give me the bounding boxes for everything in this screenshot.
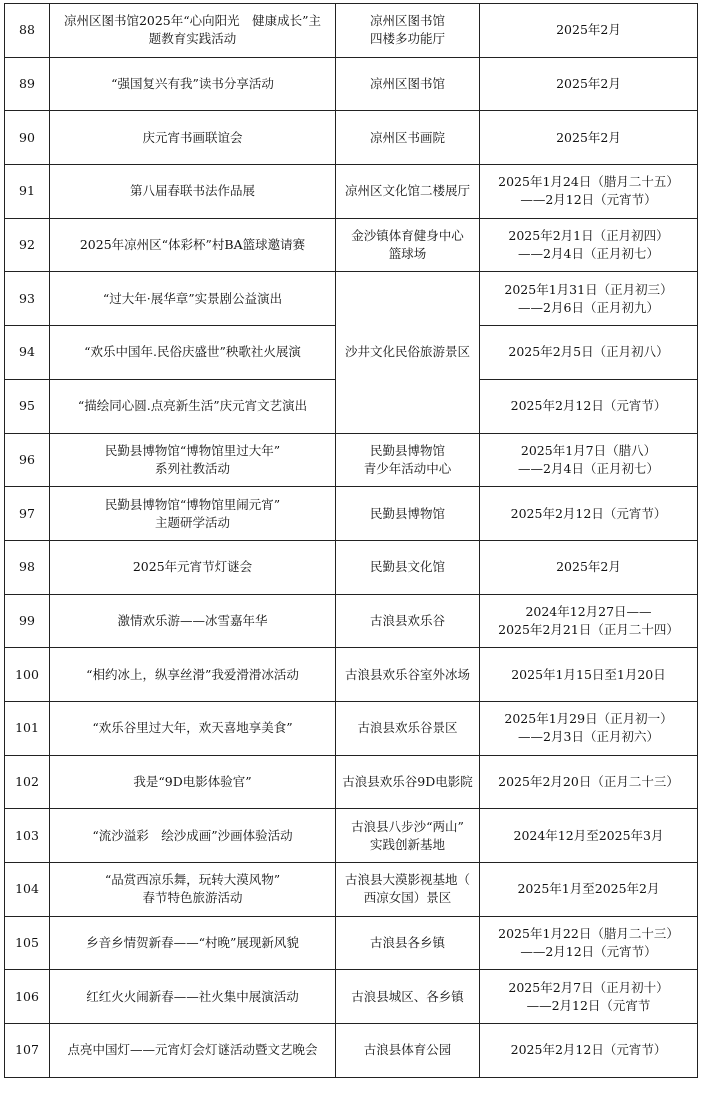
table-row [5,594,698,648]
row-number: 107 [5,1024,50,1078]
venue-line: 古浪县欢乐谷景区 [357,720,458,736]
table-row [5,970,698,1024]
table-row [5,540,698,594]
event-time [480,970,698,1024]
venue [336,433,480,487]
activity-name [50,540,336,594]
activity-name [50,433,336,487]
activity-name-line: 凉州区图书馆2025年“心向阳光 健康成长”主 [63,13,322,29]
row-number: 95 [5,379,50,433]
activity-name [50,594,336,648]
event-time-line: ——2月12日（元宵节） [520,192,657,208]
event-time [480,755,698,809]
activity-name-line: 我是“9D电影体验官” [133,773,252,789]
venue-line: 实践创新基地 [369,836,445,852]
event-time-line: ——2月4日（正月初七） [518,246,659,262]
event-time [480,111,698,165]
venue-line: 凉州区书画院 [369,129,445,145]
event-time-line: 2024年12月至2025年3月 [513,827,664,843]
activity-name-line: 系列社教活动 [154,460,230,476]
activity-name-line: “描绘同心圆.点亮新生活”庆元宵文艺演出 [77,398,308,414]
venue [336,701,480,755]
event-time-line: 2025年1月至2025年2月 [517,881,660,897]
event-time-line: 2025年2月1日（正月初四） [508,228,669,244]
venue [336,165,480,219]
activity-name-line: 2025年凉州区“体彩杯”村BA篮球邀请赛 [79,237,306,253]
row-number: 100 [5,648,50,702]
row-number: 104 [5,863,50,917]
event-time [480,379,698,433]
activity-name-line: 民勤县博物馆“博物馆里闹元宵” [104,496,281,512]
activity-name [50,326,336,380]
event-time-line: ——2月6日（正月初九） [518,299,659,315]
activity-name-line: “相约冰上，纵享丝滑”我爱滑滑冰活动 [86,666,299,682]
venue [336,863,480,917]
venue [336,57,480,111]
table-row [5,111,698,165]
venue-line: 凉州区文化馆二楼展厅 [344,183,470,199]
activity-name-line: 民勤县博物馆“博物馆里过大年” [104,442,281,458]
activity-name [50,165,336,219]
event-time-line: 2025年1月29日（正月初一） [504,711,673,727]
table-row [5,863,698,917]
activity-name [50,379,336,433]
row-number: 99 [5,594,50,648]
activity-name [50,701,336,755]
activity-name-line: 春节特色旅游活动 [142,890,243,906]
venue [336,487,480,541]
venue [336,4,480,58]
venue-line: 古浪县大漠影视基地（ [344,872,470,888]
activity-name-line: “流沙溢彩 绘沙成画”沙画体验活动 [92,827,293,843]
venue [336,594,480,648]
row-number: 94 [5,326,50,380]
activity-name [50,487,336,541]
event-time [480,272,698,326]
event-time [480,916,698,970]
venue [336,111,480,165]
event-time [480,648,698,702]
venue [336,755,480,809]
activity-name-line: “欢乐中国年.民俗庆盛世”秧歌社火展演 [84,344,301,360]
activity-name-line: 题教育实践活动 [148,31,237,47]
table-row [5,165,698,219]
venue-line: 西凉女国）景区 [363,890,452,906]
event-time-line: 2025年2月5日（正月初八） [508,344,669,360]
venue [336,540,480,594]
venue [336,916,480,970]
activity-name [50,916,336,970]
table-row [5,916,698,970]
event-time [480,433,698,487]
table-row [5,487,698,541]
table-row [5,57,698,111]
venue-line: 凉州区图书馆 [369,76,445,92]
venue-line: 古浪县欢乐谷 [369,612,445,628]
event-time-line: 2025年2月20日（正月二十三） [498,773,679,789]
event-time-line: 2025年1月15日至1月20日 [511,666,666,682]
table-row [5,272,698,326]
venue-line: 古浪县欢乐谷9D电影院 [342,773,473,789]
row-number: 93 [5,272,50,326]
row-number: 88 [5,4,50,58]
event-time [480,701,698,755]
venue [336,970,480,1024]
activity-name-line: 2025年元宵节灯谜会 [132,559,253,575]
event-time [480,218,698,272]
venue-line: 古浪县体育公园 [363,1042,452,1058]
event-time-line: 2025年2月12日（元宵节） [510,1042,667,1058]
row-number: 96 [5,433,50,487]
row-number: 102 [5,755,50,809]
table-row [5,755,698,809]
activity-name [50,111,336,165]
row-number: 101 [5,701,50,755]
activity-name-line: “欢乐谷里过大年，欢天喜地享美食” [92,720,293,736]
event-time-line: ——2月3日（正月初六） [518,729,659,745]
venue [336,1024,480,1078]
row-number: 98 [5,540,50,594]
activity-name-line: 主题研学活动 [154,514,230,530]
event-time [480,487,698,541]
event-time-line: 2025年2月 [556,76,621,92]
activity-name [50,272,336,326]
event-time [480,4,698,58]
venue-line: 金沙镇体育健身中心 [351,228,464,244]
event-time-line: 2025年1月22日（腊月二十三） [498,926,679,942]
event-time-line: 2024年12月27日—— [525,603,652,619]
row-number: 90 [5,111,50,165]
event-time-line: ——2月4日（正月初七） [518,460,659,476]
event-time-line: 2025年1月7日（腊八） [520,442,657,458]
activity-name-line: 红红火火闹新春——社火集中展演活动 [86,988,299,1004]
venue [336,809,480,863]
venue-line: 凉州区图书馆 [369,13,445,29]
activity-name [50,57,336,111]
activity-name-line: “过大年·展华章”实景剧公益演出 [102,290,283,306]
activity-name-line: “品赏西凉乐舞，玩转大漠风物” [104,872,281,888]
event-time [480,540,698,594]
venue-merged: 沙井文化民俗旅游景区 [336,272,480,433]
table-row [5,433,698,487]
venue-line: 古浪县欢乐谷室外冰场 [344,666,470,682]
venue-line: 篮球场 [388,246,427,262]
table-row [5,4,698,58]
event-time-line: 2025年2月12日（元宵节） [510,505,667,521]
event-time [480,165,698,219]
activity-name [50,970,336,1024]
table-row [5,701,698,755]
table-row [5,218,698,272]
event-time [480,594,698,648]
venue-line: 青少年活动中心 [363,460,452,476]
event-time-line: 2025年1月31日（正月初三） [504,281,673,297]
activity-name [50,755,336,809]
event-time-line: 2025年1月24日（腊月二十五） [498,174,679,190]
activity-name [50,648,336,702]
venue [336,218,480,272]
row-number: 91 [5,165,50,219]
event-time [480,809,698,863]
event-time-line: ——2月12日（元宵节） [520,944,657,960]
row-number: 89 [5,57,50,111]
table-row [5,809,698,863]
activity-name [50,218,336,272]
event-time-line: 2025年2月21日（正月二十四） [498,621,679,637]
event-time [480,1024,698,1078]
venue-line: 四楼多功能厅 [369,31,445,47]
row-number: 105 [5,916,50,970]
venue-line: 民勤县博物馆 [369,505,445,521]
activity-name-line: 激情欢乐游——冰雪嘉年华 [117,612,268,628]
activity-name-line: 乡音乡情贺新春——“村晚”展现新风貌 [86,935,299,951]
venue-line: 古浪县八步沙“两山” [351,818,464,834]
events-table [4,3,698,1078]
event-time-line: 2025年2月 [556,22,621,38]
table-row [5,648,698,702]
activity-name [50,809,336,863]
event-time-line: 2025年2月12日（元宵节） [510,398,667,414]
event-time-line: 2025年2月 [556,559,621,575]
event-time-line: 2025年2月7日（正月初十） [508,979,669,995]
activity-name-line: 第八届春联书法作品展 [129,183,255,199]
activity-name [50,863,336,917]
events-table-body [5,4,698,1078]
row-number: 106 [5,970,50,1024]
venue-line: 古浪县城区、各乡镇 [351,988,464,1004]
event-time [480,326,698,380]
venue-line: 民勤县博物馆 [369,442,445,458]
venue-line: 民勤县文化馆 [369,559,445,575]
venue [336,648,480,702]
row-number: 92 [5,218,50,272]
activity-name-line: “强国复兴有我”读书分享活动 [111,76,274,92]
activity-name-line: 点亮中国灯——元宵灯会灯谜活动暨文艺晚会 [67,1042,318,1058]
activity-name [50,4,336,58]
activity-name-line: 庆元宵书画联谊会 [142,129,243,145]
event-time-line: 2025年2月 [556,129,621,145]
row-number: 97 [5,487,50,541]
row-number: 103 [5,809,50,863]
event-time [480,57,698,111]
event-time-line: ——2月12日（元宵节 [526,997,651,1013]
table-row [5,1024,698,1078]
venue-line: 古浪县各乡镇 [369,935,445,951]
event-time [480,863,698,917]
activity-name [50,1024,336,1078]
